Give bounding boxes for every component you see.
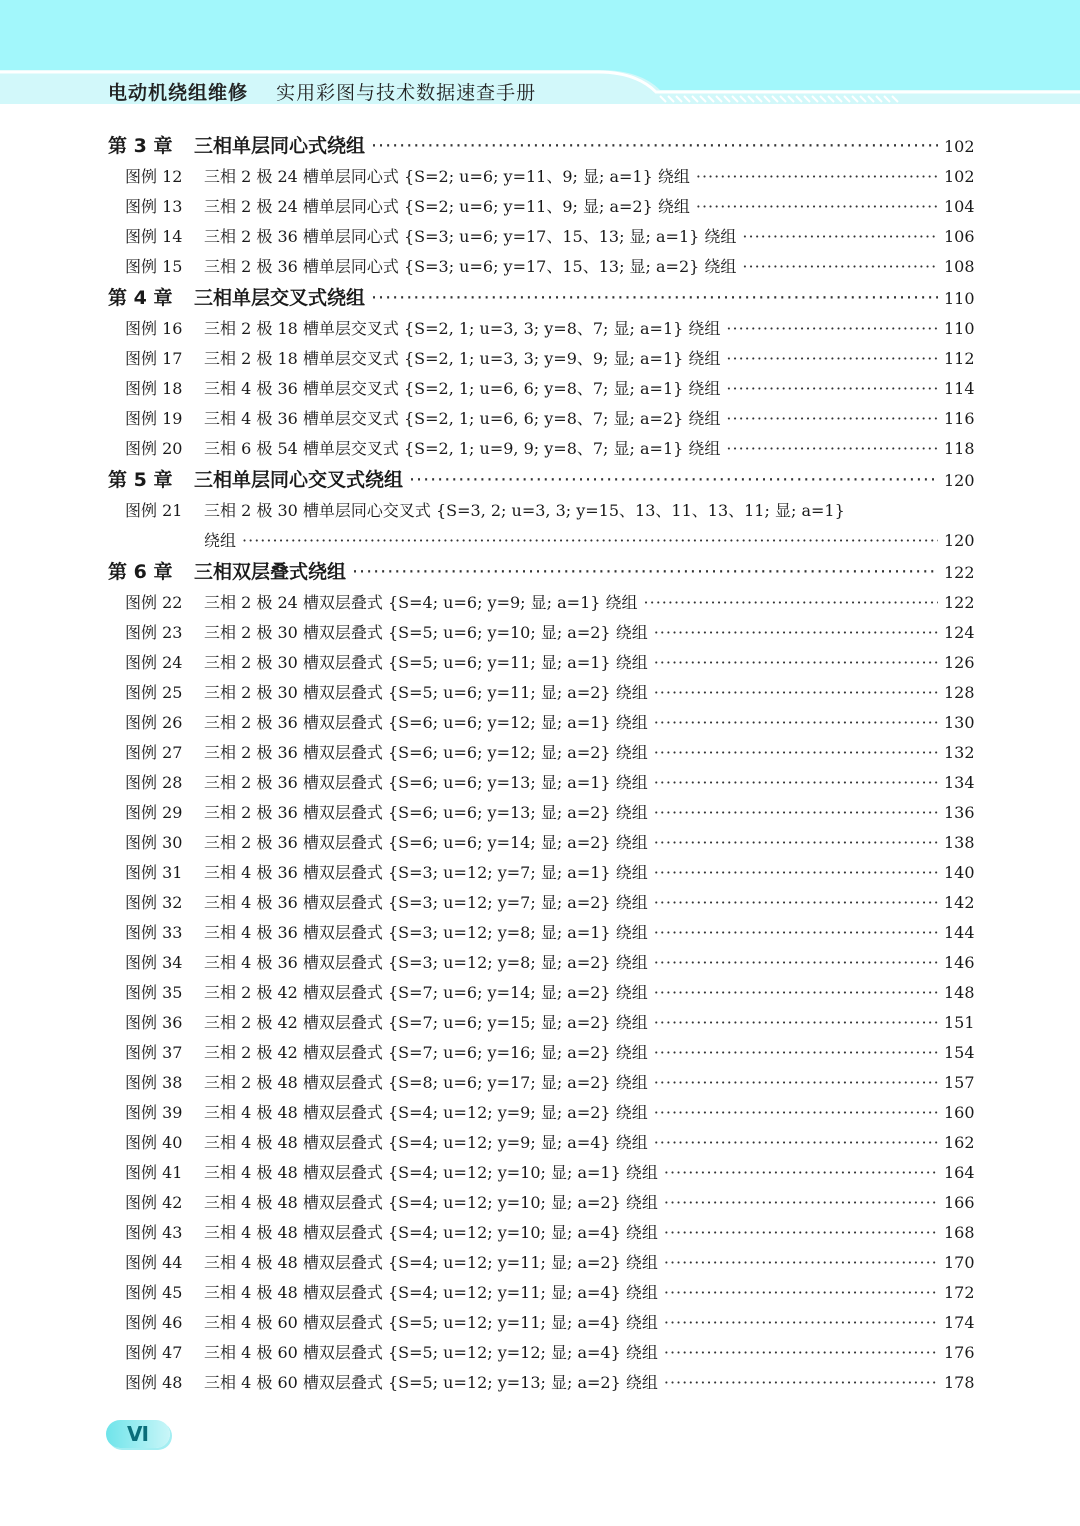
figure-title: 三相 4 极 48 槽双层叠式 {S=4; u=12; y=9; 显; a=2} 绕组	[204, 1103, 648, 1122]
page-ref: 120	[944, 531, 975, 550]
dot-leader	[696, 192, 938, 222]
page-ref: 110	[944, 289, 975, 308]
dot-leader	[664, 1218, 938, 1248]
figure-entry-continuation[interactable]	[108, 526, 974, 556]
table-of-contents	[108, 130, 974, 1398]
figure-title: 三相 4 极 60 槽双层叠式 {S=5; u=12; y=12; 显; a=4} 绕组	[204, 1343, 658, 1362]
figure-entry[interactable]	[108, 314, 974, 344]
dot-leader	[726, 314, 938, 344]
figure-title: 三相 4 极 36 槽双层叠式 {S=3; u=12; y=8; 显; a=1} 绕组	[204, 923, 648, 942]
figure-number: 图例 28	[125, 773, 183, 792]
page-ref: 124	[944, 623, 975, 642]
figure-number: 图例 30	[125, 833, 183, 852]
dot-leader	[654, 708, 938, 738]
figure-title: 三相 2 极 36 槽单层同心式 {S=3; u=6; y=17、15、13; 显; a=1} 绕组	[204, 227, 737, 246]
page-ref: 166	[944, 1193, 975, 1212]
figure-entry[interactable]	[108, 828, 974, 858]
figure-entry[interactable]	[108, 1098, 974, 1128]
figure-title-continuation: 绕组	[204, 531, 237, 550]
page-ref: 142	[944, 893, 975, 912]
header-title-block	[108, 78, 536, 105]
page-ref: 151	[944, 1013, 975, 1032]
dot-leader	[654, 948, 938, 978]
page-ref: 172	[944, 1283, 975, 1302]
chapter-heading[interactable]	[108, 556, 974, 588]
figure-entry[interactable]	[108, 738, 974, 768]
figure-entry[interactable]	[108, 798, 974, 828]
figure-title: 三相 2 极 30 槽双层叠式 {S=5; u=6; y=11; 显; a=1} 绕组	[204, 653, 648, 672]
page-ref: 122	[944, 593, 975, 612]
dot-leader	[654, 678, 938, 708]
figure-number: 图例 40	[125, 1133, 183, 1152]
figure-title: 三相 2 极 24 槽单层同心式 {S=2; u=6; y=11、9; 显; a=2} 绕组	[204, 197, 690, 216]
page-ref: 112	[944, 349, 975, 368]
dot-leader	[726, 434, 938, 464]
figure-number: 图例 29	[125, 803, 183, 822]
dot-leader	[664, 1278, 938, 1308]
dot-leader	[664, 1368, 938, 1398]
page-ref: 134	[944, 773, 975, 792]
figure-title: 三相 2 极 36 槽双层叠式 {S=6; u=6; y=13; 显; a=1} 绕组	[204, 773, 648, 792]
book-title: 电动机绕组维修	[108, 82, 249, 104]
chapter-title: 三相双层叠式绕组	[194, 561, 347, 583]
chapter-heading[interactable]	[108, 464, 974, 496]
dot-leader	[654, 1038, 938, 1068]
figure-title: 三相 4 极 60 槽双层叠式 {S=5; u=12; y=11; 显; a=4} 绕组	[204, 1313, 658, 1332]
dot-leader	[696, 162, 938, 192]
dot-leader	[654, 618, 938, 648]
figure-entry[interactable]	[108, 222, 974, 252]
figure-number: 图例 27	[125, 743, 183, 762]
figure-entry[interactable]	[108, 1068, 974, 1098]
figure-entry[interactable]	[108, 1128, 974, 1158]
dot-leader	[726, 374, 938, 404]
figure-title: 三相 2 极 18 槽单层交叉式 {S=2, 1; u=3, 3; y=9、9; 显; a=1} 绕组	[204, 349, 721, 368]
figure-entry[interactable]	[108, 858, 974, 888]
dot-leader	[654, 858, 938, 888]
figure-number: 图例 33	[125, 923, 183, 942]
figure-entry[interactable]	[108, 948, 974, 978]
dot-leader	[654, 738, 938, 768]
page-ref: 144	[944, 923, 975, 942]
dot-leader	[664, 1248, 938, 1278]
figure-number: 图例 16	[125, 319, 183, 338]
figure-title: 三相 2 极 48 槽双层叠式 {S=8; u=6; y=17; 显; a=2} 绕组	[204, 1073, 648, 1092]
page-ref: 104	[944, 197, 975, 216]
dot-leader	[654, 1098, 938, 1128]
page-ref: 106	[944, 227, 975, 246]
dot-leader	[654, 1128, 938, 1158]
figure-title: 三相 4 极 36 槽双层叠式 {S=3; u=12; y=7; 显; a=1} 绕组	[204, 863, 648, 882]
figure-entry[interactable]	[108, 1038, 974, 1068]
figure-entry[interactable]	[108, 648, 974, 678]
figure-entry[interactable]	[108, 1188, 974, 1218]
figure-title: 三相 4 极 36 槽单层交叉式 {S=2, 1; u=6, 6; y=8、7; 显; a=2} 绕组	[204, 409, 721, 428]
dot-leader	[664, 1308, 938, 1338]
figure-number: 图例 43	[125, 1223, 183, 1242]
dot-leader	[654, 1008, 938, 1038]
figure-entry[interactable]	[108, 252, 974, 282]
dot-leader	[242, 526, 938, 556]
page-ref: 108	[944, 257, 975, 276]
figure-number: 图例 39	[125, 1103, 183, 1122]
page-ref: 110	[944, 319, 975, 338]
figure-number: 图例 18	[125, 379, 183, 398]
figure-entry[interactable]	[108, 918, 974, 948]
dot-leader	[742, 222, 938, 252]
figure-number: 图例 45	[125, 1283, 183, 1302]
figure-title: 三相 4 极 48 槽双层叠式 {S=4; u=12; y=10; 显; a=2} 绕组	[204, 1193, 658, 1212]
chapter-number: 第 6 章	[108, 561, 173, 583]
page-ref: 176	[944, 1343, 975, 1362]
figure-entry[interactable]	[108, 162, 974, 192]
dot-leader	[742, 252, 938, 282]
figure-number: 图例 15	[125, 257, 183, 276]
figure-title: 三相 4 极 48 槽双层叠式 {S=4; u=12; y=11; 显; a=4} 绕组	[204, 1283, 658, 1302]
figure-entry[interactable]	[108, 192, 974, 222]
figure-title: 三相 2 极 42 槽双层叠式 {S=7; u=6; y=15; 显; a=2} 绕组	[204, 1013, 648, 1032]
page-number: Ⅵ	[127, 1422, 149, 1446]
figure-number: 图例 42	[125, 1193, 183, 1212]
page-ref: 146	[944, 953, 975, 972]
figure-entry[interactable]	[108, 496, 974, 526]
chapter-title: 三相单层交叉式绕组	[194, 287, 366, 309]
figure-title: 三相 2 极 42 槽双层叠式 {S=7; u=6; y=14; 显; a=2} 绕组	[204, 983, 648, 1002]
page-ref: 116	[944, 409, 975, 428]
figure-number: 图例 34	[125, 953, 183, 972]
figure-title: 三相 4 极 48 槽双层叠式 {S=4; u=12; y=11; 显; a=2} 绕组	[204, 1253, 658, 1272]
book-subtitle: 实用彩图与技术数据速查手册	[276, 82, 537, 104]
page-ref: 157	[944, 1073, 975, 1092]
figure-number: 图例 35	[125, 983, 183, 1002]
page-ref: 160	[944, 1103, 975, 1122]
dot-leader	[409, 464, 938, 496]
figure-title: 三相 2 极 36 槽双层叠式 {S=6; u=6; y=13; 显; a=2} 绕组	[204, 803, 648, 822]
figure-title: 三相 4 极 36 槽双层叠式 {S=3; u=12; y=8; 显; a=2} 绕组	[204, 953, 648, 972]
figure-number: 图例 41	[125, 1163, 183, 1182]
figure-title: 三相 2 极 24 槽双层叠式 {S=4; u=6; y=9; 显; a=1} 绕组	[204, 593, 638, 612]
page-number-badge	[106, 1420, 170, 1448]
figure-entry[interactable]	[108, 1278, 974, 1308]
figure-title: 三相 2 极 36 槽双层叠式 {S=6; u=6; y=12; 显; a=2} 绕组	[204, 743, 648, 762]
dot-leader	[352, 556, 938, 588]
figure-number: 图例 26	[125, 713, 183, 732]
figure-number: 图例 36	[125, 1013, 183, 1032]
page-ref: 154	[944, 1043, 975, 1062]
figure-entry[interactable]	[108, 374, 974, 404]
page-ref: 138	[944, 833, 975, 852]
dot-leader	[664, 1338, 938, 1368]
figure-number: 图例 14	[125, 227, 183, 246]
figure-number: 图例 20	[125, 439, 183, 458]
figure-title: 三相 2 极 36 槽双层叠式 {S=6; u=6; y=12; 显; a=1} 绕组	[204, 713, 648, 732]
figure-number: 图例 47	[125, 1343, 183, 1362]
page-ref: 132	[944, 743, 975, 762]
figure-entry[interactable]	[108, 1008, 974, 1038]
figure-number: 图例 44	[125, 1253, 183, 1272]
page-ref: 102	[944, 137, 975, 156]
figure-entry[interactable]	[108, 768, 974, 798]
dot-leader	[654, 1068, 938, 1098]
dot-leader	[654, 918, 938, 948]
figure-title: 三相 2 极 18 槽单层交叉式 {S=2, 1; u=3, 3; y=8、7; 显; a=1} 绕组	[204, 319, 721, 338]
page-ref: 164	[944, 1163, 975, 1182]
figure-number: 图例 32	[125, 893, 183, 912]
figure-entry[interactable]	[108, 1308, 974, 1338]
chapter-heading[interactable]	[108, 282, 974, 314]
figure-title: 三相 4 极 48 槽双层叠式 {S=4; u=12; y=10; 显; a=1} 绕组	[204, 1163, 658, 1182]
figure-number: 图例 19	[125, 409, 183, 428]
dot-leader	[654, 798, 938, 828]
page-ref: 130	[944, 713, 975, 732]
dot-leader	[664, 1188, 938, 1218]
figure-number: 图例 13	[125, 197, 183, 216]
chapter-title: 三相单层同心交叉式绕组	[194, 469, 404, 491]
figure-entry[interactable]	[108, 1218, 974, 1248]
page-ref: 126	[944, 653, 975, 672]
figure-number: 图例 38	[125, 1073, 183, 1092]
dot-leader	[654, 768, 938, 798]
page-ref: 140	[944, 863, 975, 882]
figure-title: 三相 4 极 36 槽单层交叉式 {S=2, 1; u=6, 6; y=8、7; 显; a=1} 绕组	[204, 379, 721, 398]
figure-title: 三相 4 极 48 槽双层叠式 {S=4; u=12; y=10; 显; a=4} 绕组	[204, 1223, 658, 1242]
figure-title: 三相 2 极 30 槽双层叠式 {S=5; u=6; y=10; 显; a=2} 绕组	[204, 623, 648, 642]
dot-leader	[664, 1158, 938, 1188]
page-ref: 102	[944, 167, 975, 186]
page-ref: 148	[944, 983, 975, 1002]
dot-leader	[644, 588, 938, 618]
figure-title: 三相 6 极 54 槽单层交叉式 {S=2, 1; u=9, 9; y=8、7; 显; a=1} 绕组	[204, 439, 721, 458]
chapter-number: 第 4 章	[108, 287, 173, 309]
figure-number: 图例 48	[125, 1373, 183, 1392]
figure-title: 三相 2 极 24 槽单层同心式 {S=2; u=6; y=11、9; 显; a=1} 绕组	[204, 167, 690, 186]
figure-title: 三相 4 极 36 槽双层叠式 {S=3; u=12; y=7; 显; a=2} 绕组	[204, 893, 648, 912]
figure-title: 三相 4 极 48 槽双层叠式 {S=4; u=12; y=9; 显; a=4} 绕组	[204, 1133, 648, 1152]
figure-number: 图例 24	[125, 653, 183, 672]
figure-entry[interactable]	[108, 344, 974, 374]
figure-number: 图例 37	[125, 1043, 183, 1062]
figure-title: 三相 2 极 36 槽单层同心式 {S=3; u=6; y=17、15、13; 显; a=2} 绕组	[204, 257, 737, 276]
page-ref: 118	[944, 439, 975, 458]
page-ref: 168	[944, 1223, 975, 1242]
figure-title: 三相 4 极 60 槽双层叠式 {S=5; u=12; y=13; 显; a=2} 绕组	[204, 1373, 658, 1392]
page-ref: 122	[944, 563, 975, 582]
figure-entry[interactable]	[108, 1248, 974, 1278]
figure-entry[interactable]	[108, 588, 974, 618]
figure-number: 图例 23	[125, 623, 183, 642]
figure-entry[interactable]	[108, 1338, 974, 1368]
figure-number: 图例 21	[125, 501, 183, 520]
dot-leader	[726, 404, 938, 434]
figure-entry[interactable]	[108, 404, 974, 434]
figure-entry[interactable]	[108, 434, 974, 464]
dot-leader	[371, 130, 938, 162]
chapter-number: 第 5 章	[108, 469, 173, 491]
page-ref: 114	[944, 379, 975, 398]
figure-title: 三相 2 极 30 槽单层同心交叉式 {S=3, 2; u=3, 3; y=15、13、11、13、11; 显; a=1}	[204, 501, 845, 520]
dot-leader	[371, 282, 938, 314]
figure-entry[interactable]	[108, 888, 974, 918]
page-ref: 120	[944, 471, 975, 490]
figure-entry[interactable]	[108, 618, 974, 648]
figure-entry[interactable]	[108, 978, 974, 1008]
page-ref: 178	[944, 1373, 975, 1392]
figure-title: 三相 2 极 42 槽双层叠式 {S=7; u=6; y=16; 显; a=2} 绕组	[204, 1043, 648, 1062]
page-ref: 162	[944, 1133, 975, 1152]
chapter-number: 第 3 章	[108, 135, 173, 157]
dot-leader	[654, 888, 938, 918]
figure-number: 图例 22	[125, 593, 183, 612]
figure-title: 三相 2 极 30 槽双层叠式 {S=5; u=6; y=11; 显; a=2} 绕组	[204, 683, 648, 702]
figure-entry[interactable]	[108, 708, 974, 738]
figure-number: 图例 31	[125, 863, 183, 882]
dot-leader	[654, 648, 938, 678]
page-ref: 136	[944, 803, 975, 822]
page-ref: 174	[944, 1313, 975, 1332]
page-ref: 170	[944, 1253, 975, 1272]
dot-leader	[654, 828, 938, 858]
figure-entry[interactable]	[108, 1368, 974, 1398]
dot-leader	[654, 978, 938, 1008]
figure-title: 三相 2 极 36 槽双层叠式 {S=6; u=6; y=14; 显; a=2} 绕组	[204, 833, 648, 852]
figure-number: 图例 46	[125, 1313, 183, 1332]
page-ref: 128	[944, 683, 975, 702]
page-header	[0, 0, 1080, 110]
figure-number: 图例 17	[125, 349, 183, 368]
figure-number: 图例 12	[125, 167, 183, 186]
figure-entry[interactable]	[108, 1158, 974, 1188]
chapter-title: 三相单层同心式绕组	[194, 135, 366, 157]
dot-leader	[726, 344, 938, 374]
figure-number: 图例 25	[125, 683, 183, 702]
chapter-heading[interactable]	[108, 130, 974, 162]
figure-entry[interactable]	[108, 678, 974, 708]
